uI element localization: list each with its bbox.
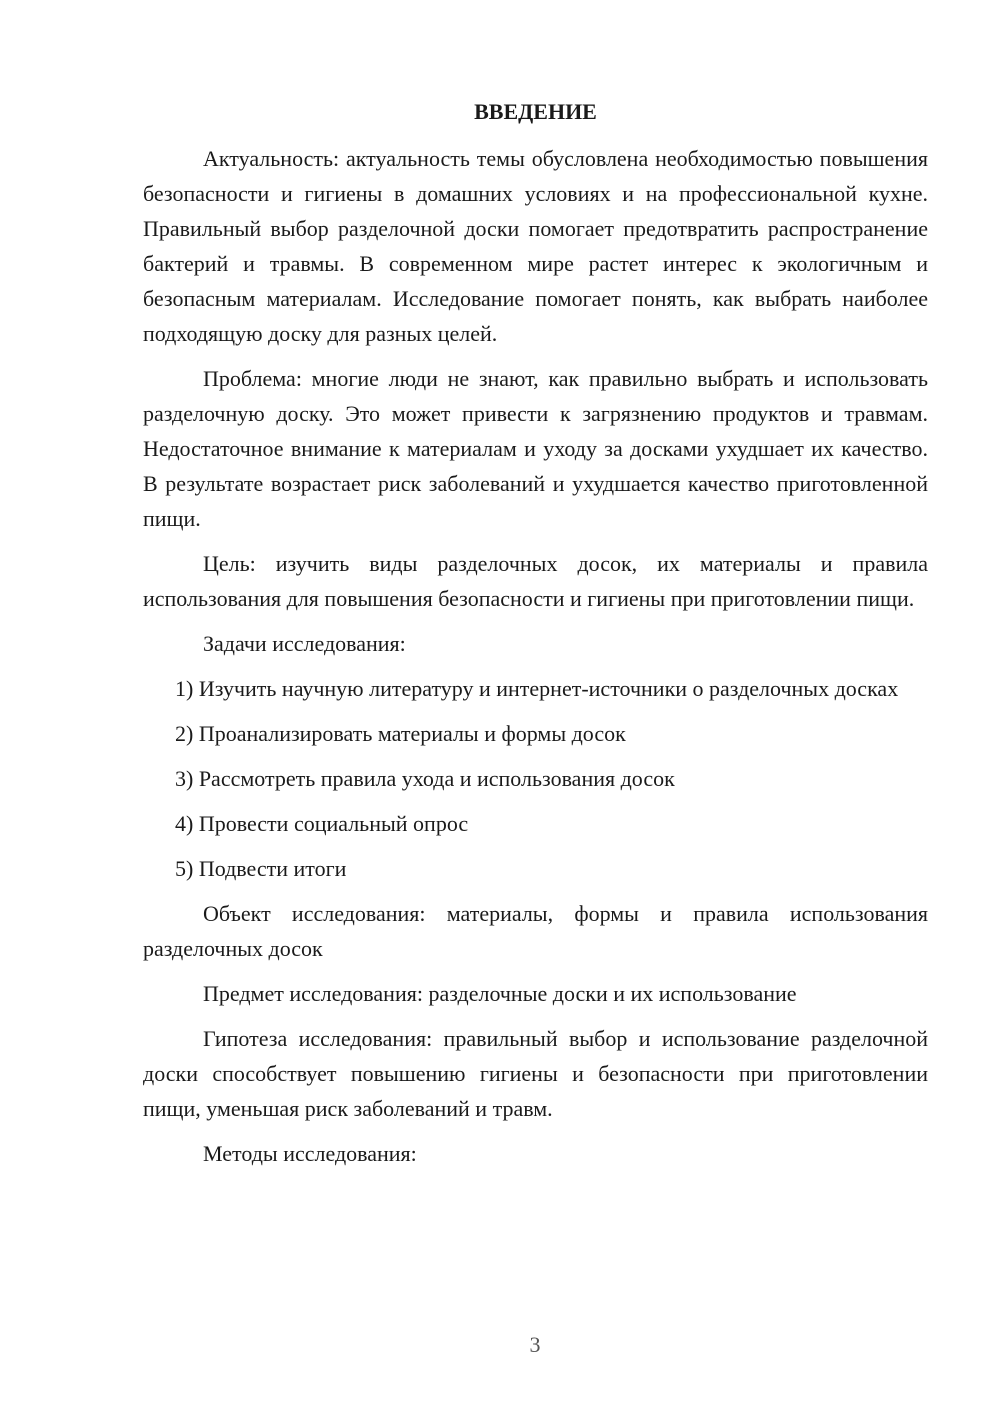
paragraph-relevance: Актуальность: актуальность темы обусловлена необходимостью повышения безопасности и гигиены в домашних условиях и на профессиональной кухне. Правильный выбор разделочной доски помогает предотвратить распространение бактерий и травмы. В современном мире растет интерес к экологичным и безопасным материалам. Исследование помогает понять, как выбрать наиболее подходящую доску для разных целей. (143, 146, 928, 346)
task-item-3: 3) Рассмотреть правила ухода и использования досок (175, 766, 675, 791)
task-item-4: 4) Провести социальный опрос (175, 811, 469, 836)
task-item-5: 5) Подвести итоги (175, 856, 347, 881)
page-content (143, 94, 928, 1181)
page-number: 3 (529, 1332, 541, 1357)
paragraph-goal: Цель: изучить виды разделочных досок, их материалы и правила использования для повышения безопасности и гигиены при приготовлении пищи. (143, 551, 928, 611)
section-title: ВВЕДЕНИЕ (474, 99, 597, 124)
paragraph-tasks-heading: Задачи исследования: (203, 631, 406, 656)
task-item-1: 1) Изучить научную литературу и интернет-источники о разделочных досках (175, 676, 899, 701)
paragraph-object: Объект исследования: материалы, формы и правила использования разделочных досок (143, 901, 928, 961)
paragraph-problem: Проблема: многие люди не знают, как правильно выбрать и использовать разделочную доску. Это может привести к загрязнению продуктов и травмам. Недостаточное внимание к материалам и уходу за досками ухудшает их качество. В результате возрастает риск заболеваний и ухудшается качество приготовленной пищи. (143, 366, 928, 531)
paragraph-methods: Методы исследования: (203, 1141, 417, 1166)
paragraph-subject: Предмет исследования: разделочные доски и их использование (203, 981, 797, 1006)
paragraph-hypothesis: Гипотеза исследования: правильный выбор и использование разделочной доски способствует повышению гигиены и безопасности при приготовлении пищи, уменьшая риск заболеваний и травм. (143, 1026, 928, 1121)
task-item-2: 2) Проанализировать материалы и формы досок (175, 721, 626, 746)
